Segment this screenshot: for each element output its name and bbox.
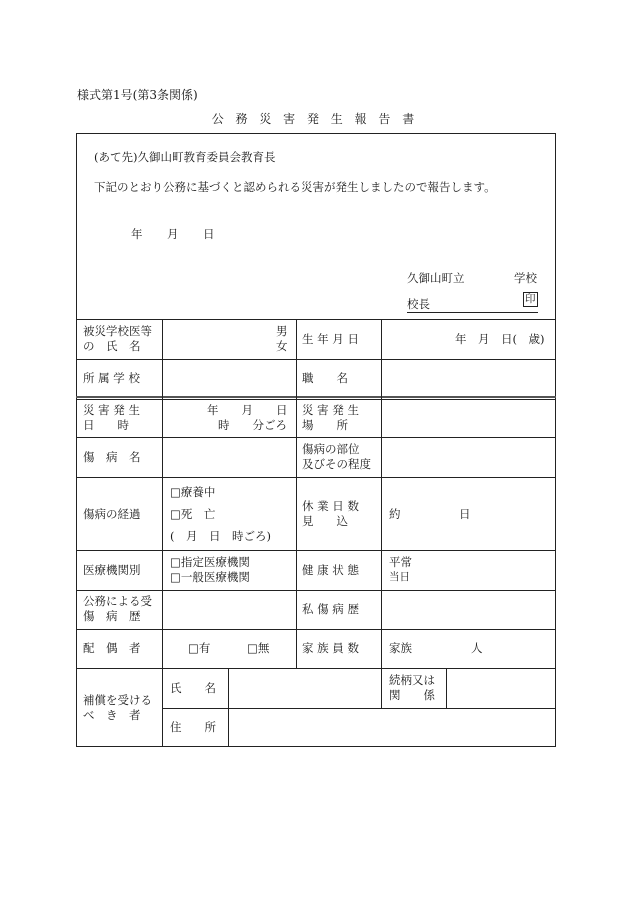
row-divider — [162, 708, 556, 709]
injury-part-label-line2: 及びその程度 — [302, 457, 371, 471]
birthdate-value: 年 月 日( 歳) — [455, 332, 545, 346]
seal-mark: 印 — [525, 293, 536, 305]
row-divider — [76, 668, 556, 669]
row-divider — [76, 399, 556, 400]
occur-time-value: 時 分ごろ — [218, 418, 287, 432]
column-divider — [228, 668, 229, 747]
column-divider — [381, 668, 382, 708]
column-divider — [446, 668, 447, 708]
column-divider — [162, 319, 163, 747]
victim-name-label-line2: の 氏 名 — [83, 339, 141, 353]
school-prefix: 久御山町立 — [407, 271, 465, 285]
document-title: 公 務 災 害 発 生 報 告 書 — [211, 112, 419, 126]
medical-label: 医療機関別 — [83, 563, 141, 577]
report-date-month: 月 — [167, 227, 179, 241]
leave-days-suffix: 日 — [459, 507, 471, 521]
row-divider-double — [76, 396, 556, 398]
birthdate-label: 生 年 月 日 — [302, 332, 359, 346]
table-top-border — [76, 319, 556, 320]
spouse-yes: □有 — [188, 641, 211, 655]
leave-days-prefix: 約 — [389, 507, 401, 521]
row-divider — [76, 590, 556, 591]
family-prefix: 家族 — [389, 641, 412, 655]
form-number-label: 様式第1号(第3条関係) — [77, 88, 198, 102]
leave-days-label-line2: 見 込 — [302, 514, 348, 528]
row-divider — [76, 437, 556, 438]
sex-female: 女 — [276, 339, 288, 353]
job-label: 職 名 — [302, 371, 348, 385]
occur-datetime-label-line2: 日 時 — [83, 418, 129, 432]
occur-place-label-line1: 災 害 発 生 — [302, 403, 359, 417]
occur-place-label-line2: 場 所 — [302, 418, 348, 432]
injury-part-label-line1: 傷病の部位 — [302, 442, 360, 456]
injury-name-label: 傷 病 名 — [83, 450, 141, 464]
occur-datetime-label-line1: 災 害 発 生 — [83, 403, 140, 417]
relation-label-line2: 関 係 — [389, 688, 435, 702]
spouse-no: □無 — [247, 641, 270, 655]
spouse-label: 配 偶 者 — [83, 641, 141, 655]
principal-label: 校長 — [407, 297, 430, 311]
course-option-death: □死 亡 — [170, 507, 216, 521]
medical-option-general: □一般医療機関 — [170, 570, 250, 584]
school-suffix: 学校 — [514, 271, 537, 285]
prior-official-label-line1: 公務による受 — [83, 594, 152, 608]
health-label: 健 康 状 態 — [302, 563, 359, 577]
row-divider — [76, 359, 556, 360]
leave-days-label-line1: 休 業 日 数 — [302, 499, 359, 513]
beneficiary-label-line2: べ き 者 — [83, 708, 141, 722]
row-divider — [76, 477, 556, 478]
family-suffix: 人 — [471, 641, 483, 655]
health-option-normal: 平常 — [389, 555, 412, 569]
beneficiary-label-line1: 補償を受ける — [83, 693, 152, 707]
report-statement: 下記のとおり公務に基づくと認められる災害が発生しましたので報告します。 — [94, 180, 496, 194]
row-divider — [76, 550, 556, 551]
private-injury-label: 私 傷 病 歴 — [302, 602, 359, 616]
column-divider — [381, 319, 382, 668]
column-divider — [296, 319, 297, 668]
sex-male: 男 — [276, 324, 288, 338]
report-date-year: 年 — [131, 227, 143, 241]
school-label: 所 属 学 校 — [83, 371, 140, 385]
principal-signature-line — [407, 312, 538, 313]
relation-label-line1: 続柄又は — [389, 673, 435, 687]
occur-date-value: 年 月 日 — [207, 403, 288, 417]
course-option-treatment: □療養中 — [170, 485, 216, 499]
medical-option-designated: □指定医療機関 — [170, 555, 250, 569]
prior-official-label-line2: 傷 病 歴 — [83, 609, 141, 623]
addressee: (あて先)久御山町教育委員会教育長 — [94, 150, 276, 164]
health-option-day: 当日 — [389, 571, 410, 583]
victim-name-label-line1: 被災学校医等 — [83, 324, 152, 338]
family-label: 家 族 員 数 — [302, 641, 359, 655]
course-label: 傷病の経過 — [83, 507, 141, 521]
beneficiary-address-label: 住 所 — [170, 720, 216, 734]
course-death-time: ( 月 日 時ごろ) — [170, 529, 271, 543]
beneficiary-name-label: 氏 名 — [170, 681, 216, 695]
row-divider — [76, 629, 556, 630]
report-date-day: 日 — [203, 227, 215, 241]
